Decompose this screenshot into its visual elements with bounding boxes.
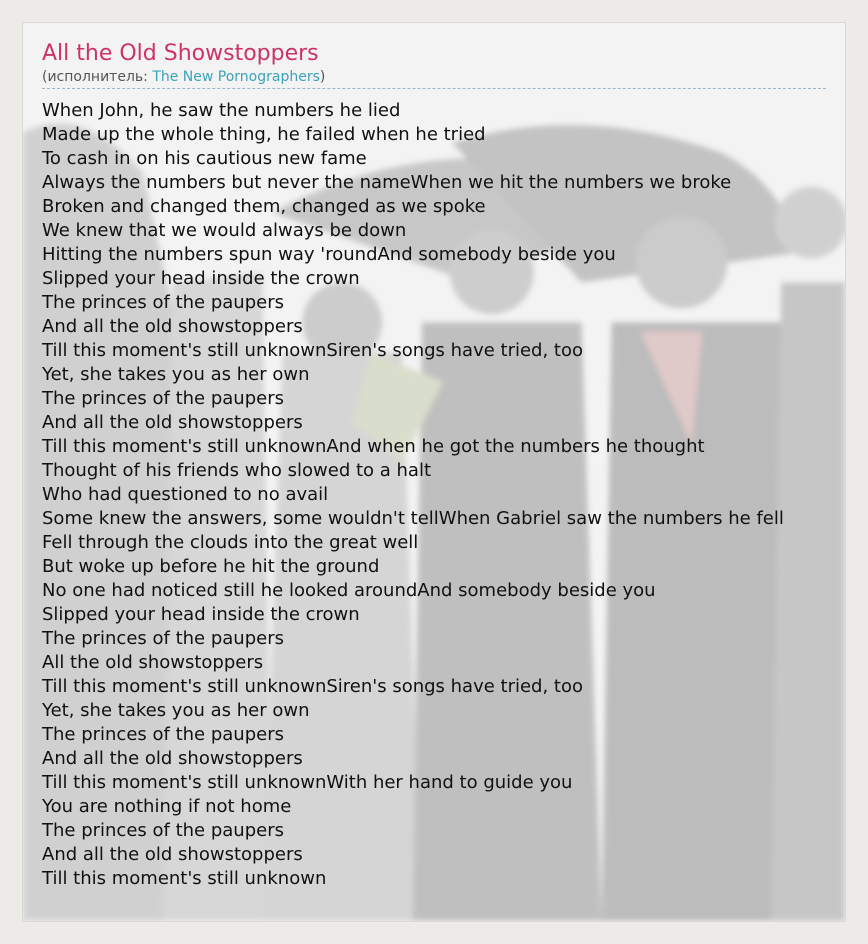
- lyric-line: Till this moment's still unknownWith her hand to guide you: [42, 772, 573, 793]
- lyric-line: Who had questioned to no avail: [42, 484, 329, 505]
- lyric-line: The princes of the paupers: [42, 292, 284, 313]
- lyric-line: Till this moment's still unknown: [42, 868, 327, 889]
- lyric-line: Slipped your head inside the crown: [42, 604, 360, 625]
- lyric-line: Fell through the clouds into the great well: [42, 532, 419, 553]
- lyric-line: Yet, she takes you as her own: [42, 364, 310, 385]
- lyrics-text: [42, 99, 826, 891]
- lyrics-card: [22, 22, 846, 922]
- lyric-line: But woke up before he hit the ground: [42, 556, 380, 577]
- song-title: All the Old Showstoppers: [42, 41, 319, 66]
- lyric-line: No one had noticed still he looked aroundAnd somebody beside you: [42, 580, 656, 601]
- lyric-line: Broken and changed them, changed as we spoke: [42, 196, 486, 217]
- lyric-line: The princes of the paupers: [42, 628, 284, 649]
- lyric-line: The princes of the paupers: [42, 724, 284, 745]
- lyric-line: Some knew the answers, some wouldn't tellWhen Gabriel saw the numbers he fell: [42, 508, 784, 529]
- lyric-line: Yet, she takes you as her own: [42, 700, 310, 721]
- lyric-line: Made up the whole thing, he failed when he tried: [42, 124, 486, 145]
- lyric-line: All the old showstoppers: [42, 652, 264, 673]
- artist-link[interactable]: The New Pornographers: [152, 69, 320, 85]
- lyric-line: Hitting the numbers spun way 'roundAnd somebody beside you: [42, 244, 616, 265]
- lyric-line: Always the numbers but never the nameWhen we hit the numbers we broke: [42, 172, 732, 193]
- lyric-line: When John, he saw the numbers he lied: [42, 100, 401, 121]
- lyric-line: And all the old showstoppers: [42, 316, 303, 337]
- lyric-line: You are nothing if not home: [42, 796, 292, 817]
- lyric-line: And all the old showstoppers: [42, 844, 303, 865]
- lyric-line: Till this moment's still unknownAnd when he got the numbers he thought: [42, 436, 705, 457]
- artist-prefix: (исполнитель:: [42, 69, 153, 85]
- artist-suffix: ): [319, 69, 326, 85]
- lyric-line: Till this moment's still unknownSiren's songs have tried, too: [42, 340, 584, 361]
- lyric-line: And all the old showstoppers: [42, 748, 303, 769]
- lyric-line: We knew that we would always be down: [42, 220, 407, 241]
- artist-line: [42, 68, 826, 89]
- lyric-line: Till this moment's still unknownSiren's songs have tried, too: [42, 676, 584, 697]
- lyric-line: And all the old showstoppers: [42, 412, 303, 433]
- lyric-line: Slipped your head inside the crown: [42, 268, 360, 289]
- lyric-line: The princes of the paupers: [42, 388, 284, 409]
- lyric-line: The princes of the paupers: [42, 820, 284, 841]
- lyric-line: To cash in on his cautious new fame: [42, 148, 367, 169]
- lyric-line: Thought of his friends who slowed to a halt: [42, 460, 432, 481]
